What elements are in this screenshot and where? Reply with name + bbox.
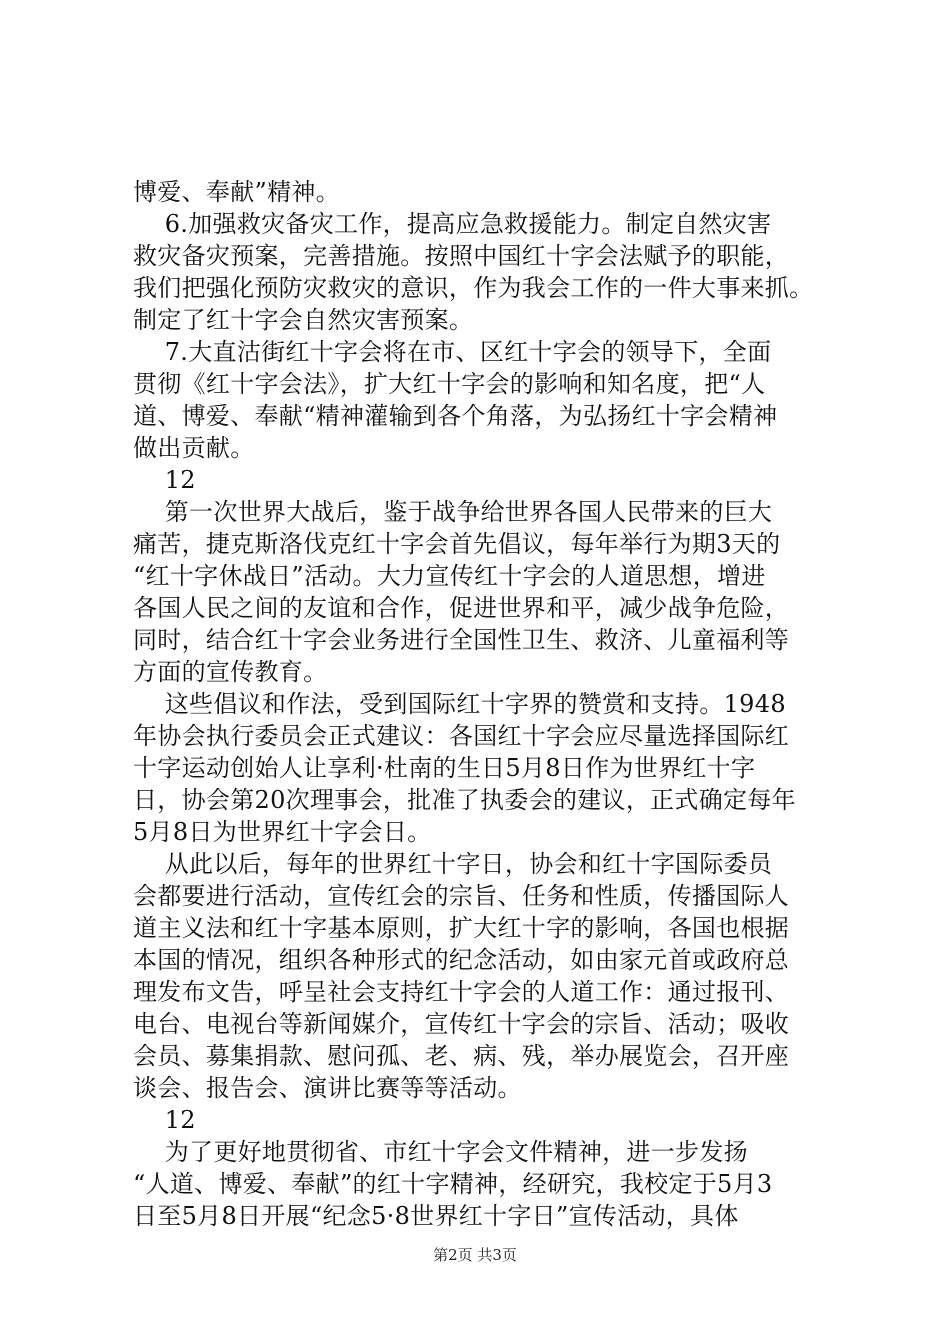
text-line: 5月8日为世界红十字会日。 (133, 818, 432, 846)
text-line: 各国人民之间的友谊和合作，促进世界和平，减少战争危险， (133, 594, 790, 622)
text-line: 日至5月8日开展“纪念5·8世界红十字日”宣传活动，具体 (133, 1202, 739, 1230)
text-line: 救灾备灾预案，完善措施。按照中国红十字会法赋予的职能， (133, 242, 790, 270)
text-line: 7.大直沽街红十字会将在市、区红十字会的领导下，全面 (133, 338, 772, 366)
text-line: 痛苦，捷克斯洛伐克红十字会首先倡议，每年举行为期3天的 (133, 530, 781, 558)
text-line: 我们把强化预防灾救灾的意识，作为我会工作的一件大事来抓。 (133, 274, 814, 302)
text-line: 第一次世界大战后，鉴于战争给世界各国人民带来的巨大 (133, 498, 773, 526)
text-line: 谈会、报告会、演讲比赛等等活动。 (133, 1074, 522, 1102)
text-line: 方面的宣传教育。 (133, 658, 328, 686)
text-line: 这些倡议和作法，受到国际红十字界的赞赏和支持。1948 (133, 690, 786, 718)
text-line: 电台、电视台等新闻媒介，宣传红十字会的宗旨、活动；吸收 (133, 1010, 790, 1038)
text-line: 为了更好地贯彻省、市红十字会文件精神，进一步发扬 (133, 1138, 748, 1166)
text-line: 十字运动创始人让享利·杜南的生日5月8日作为世界红十字 (133, 754, 756, 782)
text-line: 6.加强救灾备灾工作，提高应急救援能力。制定自然灾害 (133, 210, 772, 238)
text-line: 道、博爱、奉献“精神灌输到各个角落，为弘扬红十字会精神 (133, 402, 778, 430)
text-line: 年协会执行委员会正式建议：各国红十字会应尽量选择国际红 (133, 722, 790, 750)
text-line: 理发布文告，呼呈社会支持红十字会的人道工作：通过报刊、 (133, 978, 790, 1006)
text-line: 同时，结合红十字会业务进行全国性卫生、救济、儿童福利等 (133, 626, 790, 654)
text-line: 会都要进行活动，宣传红会的宗旨、任务和性质，传播国际人 (133, 882, 790, 910)
text-line: 本国的情况，组织各种形式的纪念活动，如由家元首或政府总 (133, 946, 790, 974)
text-line: 博爱、奉献”精神。 (133, 178, 340, 206)
text-line: 制定了红十字会自然灾害预案。 (133, 306, 474, 334)
text-line: 做出贡献。 (133, 434, 255, 462)
text-line: 贯彻《红十字会法》，扩大红十字会的影响和知名度，把“人 (133, 370, 766, 398)
text-line: 道主义法和红十字基本原则，扩大红十字的影响，各国也根据 (133, 914, 790, 942)
text-line: 日，协会第20次理事会，批准了执委会的建议，正式确定每年 (133, 786, 796, 814)
text-line: 从此以后，每年的世界红十字日，协会和红十字国际委员 (133, 850, 773, 878)
text-line: “红十字休战日”活动。大力宣传红十字会的人道思想，增进 (133, 562, 766, 590)
section-number: 12 (133, 466, 196, 494)
text-line: “人道、博爱、奉献”的红十字精神，经研究，我校定于5月3 (133, 1170, 773, 1198)
page-footer: 第2页 共3页 (433, 1246, 517, 1264)
section-number: 12 (133, 1106, 196, 1134)
text-line: 会员、募集捐款、慰问孤、老、病、残，举办展览会，召开座 (133, 1042, 790, 1070)
